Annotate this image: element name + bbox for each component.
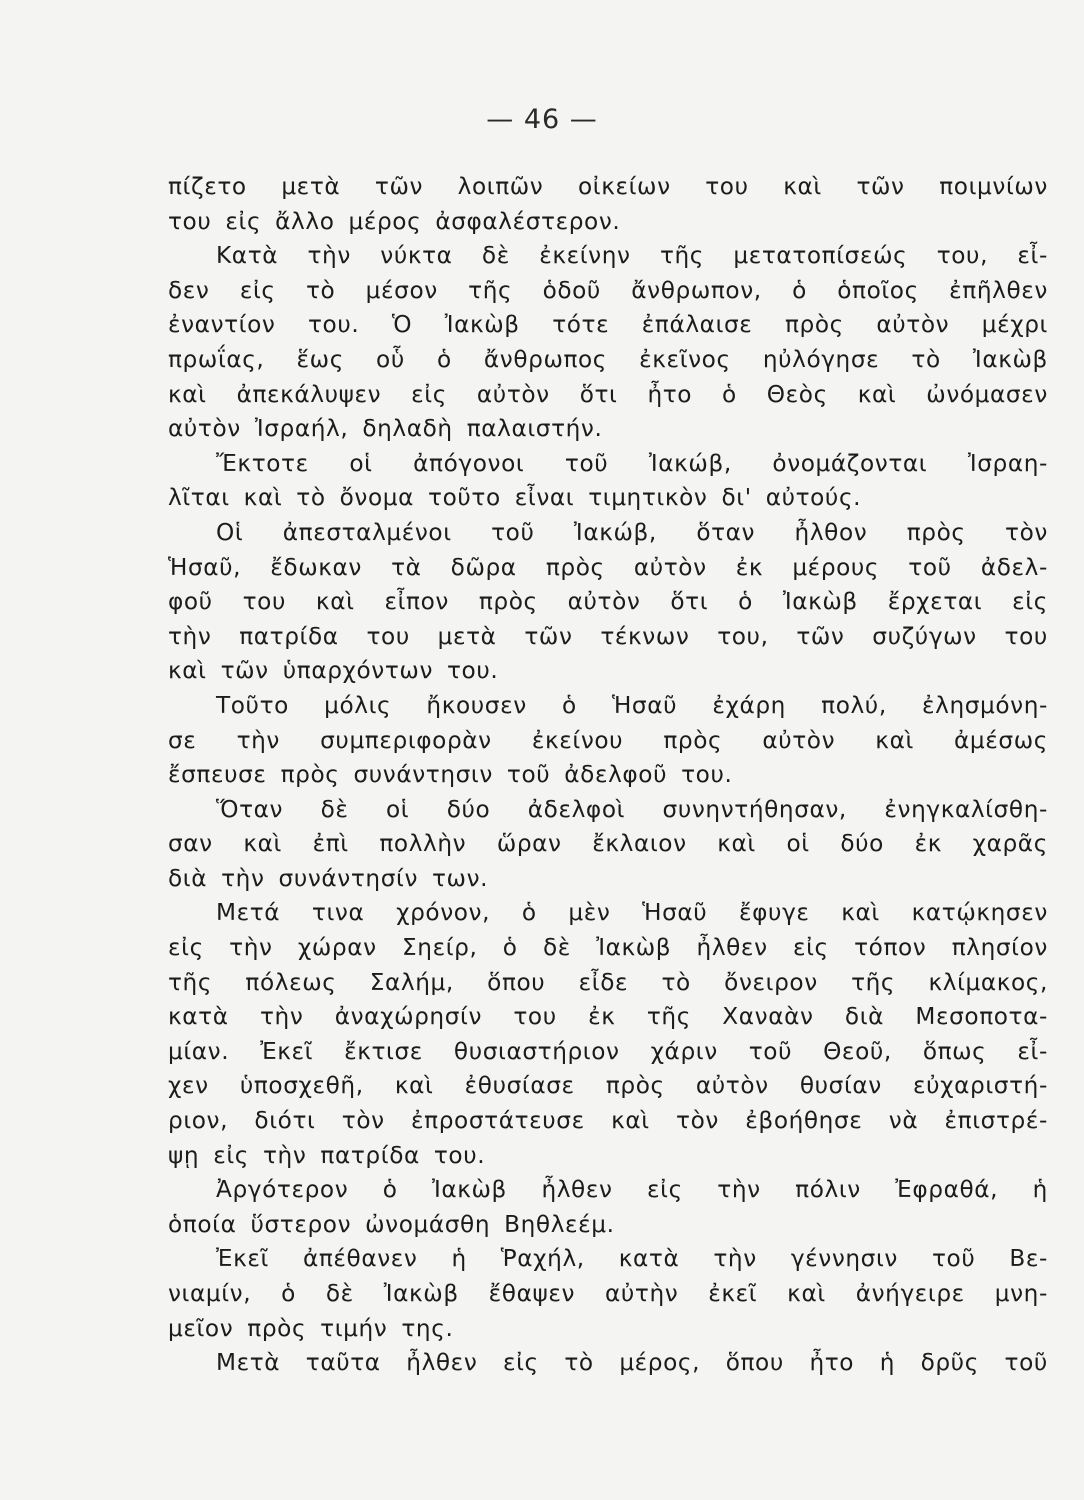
- text-line: διὰ τὴν συνάντησίν των.: [168, 864, 489, 892]
- text-line: χεν ὑποσχεθῆ, καὶ ἐθυσίασε πρὸς αὐτὸν θυσίαν εὐχαριστή-: [168, 1072, 1048, 1100]
- text-line: Κατὰ τὴν νύκτα δὲ ἐκείνην τῆς μετατοπίσεώς του, εἶ-: [216, 242, 1048, 270]
- page-number: — 46 —: [486, 104, 598, 135]
- text-line: ψῃ εἰς τὴν πατρίδα του.: [168, 1141, 486, 1169]
- text-line: Μετά τινα χρόνον, ὁ μὲν Ἡσαῦ ἔφυγε καὶ κατῴκησεν: [216, 899, 1048, 927]
- text-line: Ὅταν δὲ οἱ δύο ἀδελφοὶ συνηντήθησαν, ἐνηγκαλίσθη-: [216, 795, 1048, 823]
- text-line: Ἀργότερον ὁ Ἰακὼβ ἦλθεν εἰς τὴν πόλιν Ἐφραθά, ἡ: [216, 1176, 1048, 1204]
- text-line: σε τὴν συμπεριφορὰν ἐκείνου πρὸς αὐτὸν καὶ ἀμέσως: [168, 726, 1048, 754]
- text-line: πίζετο μετὰ τῶν λοιπῶν οἰκείων του καὶ τῶν ποιμνίων: [168, 173, 1048, 200]
- text-line: σαν καὶ ἐπὶ πολλὴν ὥραν ἔκλαιον καὶ οἱ δύο ἐκ χαρᾶς: [168, 830, 1048, 858]
- text-line: μίαν. Ἐκεῖ ἔκτισε θυσιαστήριον χάριν τοῦ Θεοῦ, ὅπως εἶ-: [168, 1037, 1048, 1065]
- text-line: ἔσπευσε πρὸς συνάντησιν τοῦ ἀδελφοῦ του.: [168, 761, 733, 789]
- text-line: καὶ ἀπεκάλυψεν εἰς αὐτὸν ὅτι ἦτο ὁ Θεὸς καὶ ὠνόμασεν: [168, 380, 1048, 408]
- text-line: καὶ τῶν ὑπαρχόντων του.: [168, 657, 499, 685]
- text-line: ἐναντίον του. Ὁ Ἰακὼβ τότε ἐπάλαισε πρὸς αὐτὸν μέχρι: [168, 311, 1048, 339]
- text-line: ὁποία ὕστερον ὠνομάσθη Βηθλεέμ.: [168, 1210, 615, 1238]
- text-line: Ἐκεῖ ἀπέθανεν ἡ Ῥαχήλ, κατὰ τὴν γέννησιν τοῦ Βε-: [216, 1245, 1048, 1273]
- text-line: Ἔκτοτε οἱ ἀπόγονοι τοῦ Ἰακώβ, ὀνομάζονται Ἰσραη-: [216, 449, 1048, 477]
- text-line: τῆς πόλεως Σαλήμ, ὅπου εἶδε τὸ ὄνειρον τῆς κλίμακος,: [168, 968, 1048, 996]
- text-line: του εἰς ἄλλο μέρος ἀσφαλέστερον.: [168, 207, 621, 235]
- text-line: Οἱ ἀπεσταλμένοι τοῦ Ἰακώβ, ὅταν ἦλθον πρὸς τὸν: [216, 518, 1048, 546]
- text-line: τὴν πατρίδα του μετὰ τῶν τέκνων του, τῶν συζύγων του: [168, 622, 1048, 650]
- text-line: Ἡσαῦ, ἔδωκαν τὰ δῶρα πρὸς αὐτὸν ἐκ μέρους τοῦ ἀδελ-: [168, 553, 1048, 581]
- text-line: εἰς τὴν χώραν Σηείρ, ὁ δὲ Ἰακὼβ ἦλθεν εἰς τόπον πλησίον: [168, 934, 1048, 962]
- text-line: φοῦ του καὶ εἶπον πρὸς αὐτὸν ὅτι ὁ Ἰακὼβ ἔρχεται εἰς: [168, 588, 1048, 616]
- text-line: δεν εἰς τὸ μέσον τῆς ὁδοῦ ἄνθρωπον, ὁ ὁποῖος ἐπῆλθεν: [168, 276, 1048, 304]
- text-line: μεῖον πρὸς τιμήν της.: [168, 1314, 454, 1342]
- text-line: Μετὰ ταῦτα ἦλθεν εἰς τὸ μέρος, ὅπου ἦτο ἡ δρῦς τοῦ: [216, 1349, 1048, 1377]
- text-line: λῖται καὶ τὸ ὄνομα τοῦτο εἶναι τιμητικὸν δι' αὐτούς.: [168, 484, 862, 512]
- text-line: Τοῦτο μόλις ἤκουσεν ὁ Ἡσαῦ ἐχάρη πολύ, ἐλησμόνη-: [216, 691, 1048, 719]
- text-line: νιαμίν, ὁ δὲ Ἰακὼβ ἔθαψεν αὐτὴν ἐκεῖ καὶ ἀνήγειρε μνη-: [168, 1280, 1048, 1307]
- text-line: αὐτὸν Ἰσραήλ, δηλαδὴ παλαιστήν.: [168, 415, 603, 443]
- text-line: πρωΐας, ἕως οὗ ὁ ἄνθρωπος ἐκεῖνος ηὐλόγησε τὸ Ἰακὼβ: [168, 345, 1048, 373]
- body-text: [168, 170, 1048, 1381]
- text-line: κατὰ τὴν ἀναχώρησίν του ἐκ τῆς Χαναὰν διὰ Μεσοποτα-: [168, 1003, 1048, 1031]
- text-line: ριον, διότι τὸν ἐπροστάτευσε καὶ τὸν ἐβοήθησε νὰ ἐπιστρέ-: [168, 1107, 1048, 1135]
